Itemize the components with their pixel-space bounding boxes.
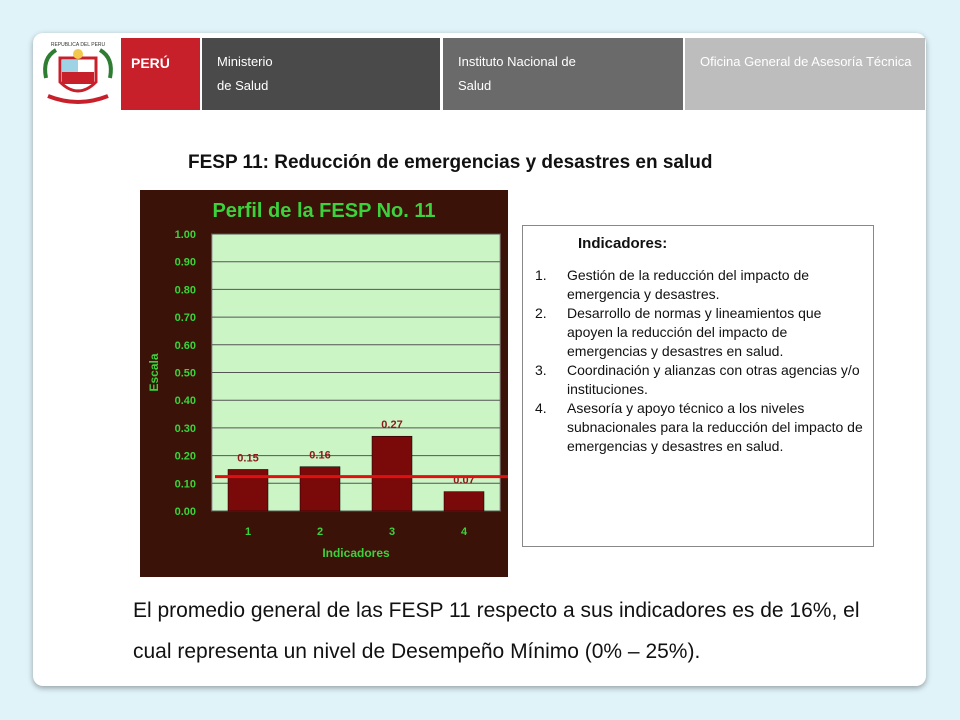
office-label: Oficina General de Asesoría Técnica [700,54,912,69]
y-axis-label: Escala [147,353,161,392]
bar-value-label: 0.16 [309,449,331,462]
x-tick-label: 4 [460,526,468,538]
x-axis-label: Indicadores [322,546,390,560]
y-tick-label: 0.70 [174,312,196,325]
x-tick-label: 3 [388,526,396,538]
bar-value-label: 0.15 [237,452,259,465]
list-item [535,304,865,361]
svg-text:REPUBLICA DEL PERU: REPUBLICA DEL PERU [50,42,106,48]
coat-of-arms-icon [38,38,118,110]
item-text: Asesoría y apoyo técnico a los niveles subnacionales para la reducción del impacto de emergencias y desastres en salud. [567,400,863,454]
slide-title: FESP 11: Reducción de emergencias y desastres en salud [188,152,713,173]
y-tick-label: 0.50 [174,367,196,380]
institute-line1: Instituto Nacional de [458,54,576,69]
list-item [535,361,865,399]
bar-chart [140,190,508,577]
y-tick-label: 0.00 [174,506,196,518]
list-item [535,399,865,456]
header-office [685,38,925,110]
x-tick-label: 2 [316,526,324,538]
item-number: 4. [535,400,547,416]
item-text: Desarrollo de normas y lineamientos que apoyen la reducción del impacto de emergencias y desastres en salud. [567,305,822,359]
y-tick-labels [175,229,196,518]
x-tick-label: 1 [244,526,252,538]
bar-value-label: 0.27 [381,419,403,432]
country-label: PERÚ [131,55,170,71]
indicators-title: Indicadores: [578,235,668,252]
list-item [535,266,865,304]
chart-title: Perfil de la FESP No. 11 [212,200,436,222]
y-tick-label: 0.40 [174,395,196,408]
slide [33,33,926,686]
y-tick-label: 0.10 [174,478,196,491]
item-text: Gestión de la reducción del impacto de emergencia y desastres. [567,267,810,302]
header-institute [443,38,683,110]
y-tick-label: 1.00 [174,229,196,241]
header-crest [38,38,118,110]
item-number: 3. [535,362,547,378]
institute-line2: Salud [458,78,492,93]
bar-value-label: 0.07 [453,474,475,487]
header-ministry [202,38,440,110]
chart-canvas [140,190,508,577]
bar [372,436,412,511]
bar [444,492,484,511]
bar [300,467,340,511]
ministry-line2: de Salud [217,78,269,93]
indicators-box [522,225,874,547]
x-tick-labels [245,526,468,538]
item-text: Coordinación y alianzas con otras agencias y/o instituciones. [567,362,860,397]
item-number: 2. [535,305,547,321]
indicators-list [535,266,865,456]
summary-text: El promedio general de las FESP 11 respecto a sus indicadores es de 16%, el cual representa un nivel de Desempeño Mínimo (0% – 25%). [133,599,860,663]
y-tick-label: 0.30 [174,422,196,435]
item-number: 1. [535,267,547,283]
header-country [121,38,200,110]
y-tick-label: 0.60 [174,339,196,352]
y-tick-label: 0.90 [174,256,196,269]
y-tick-label: 0.20 [174,450,196,463]
ministry-line1: Ministerio [217,54,273,69]
y-tick-label: 0.80 [174,284,196,297]
